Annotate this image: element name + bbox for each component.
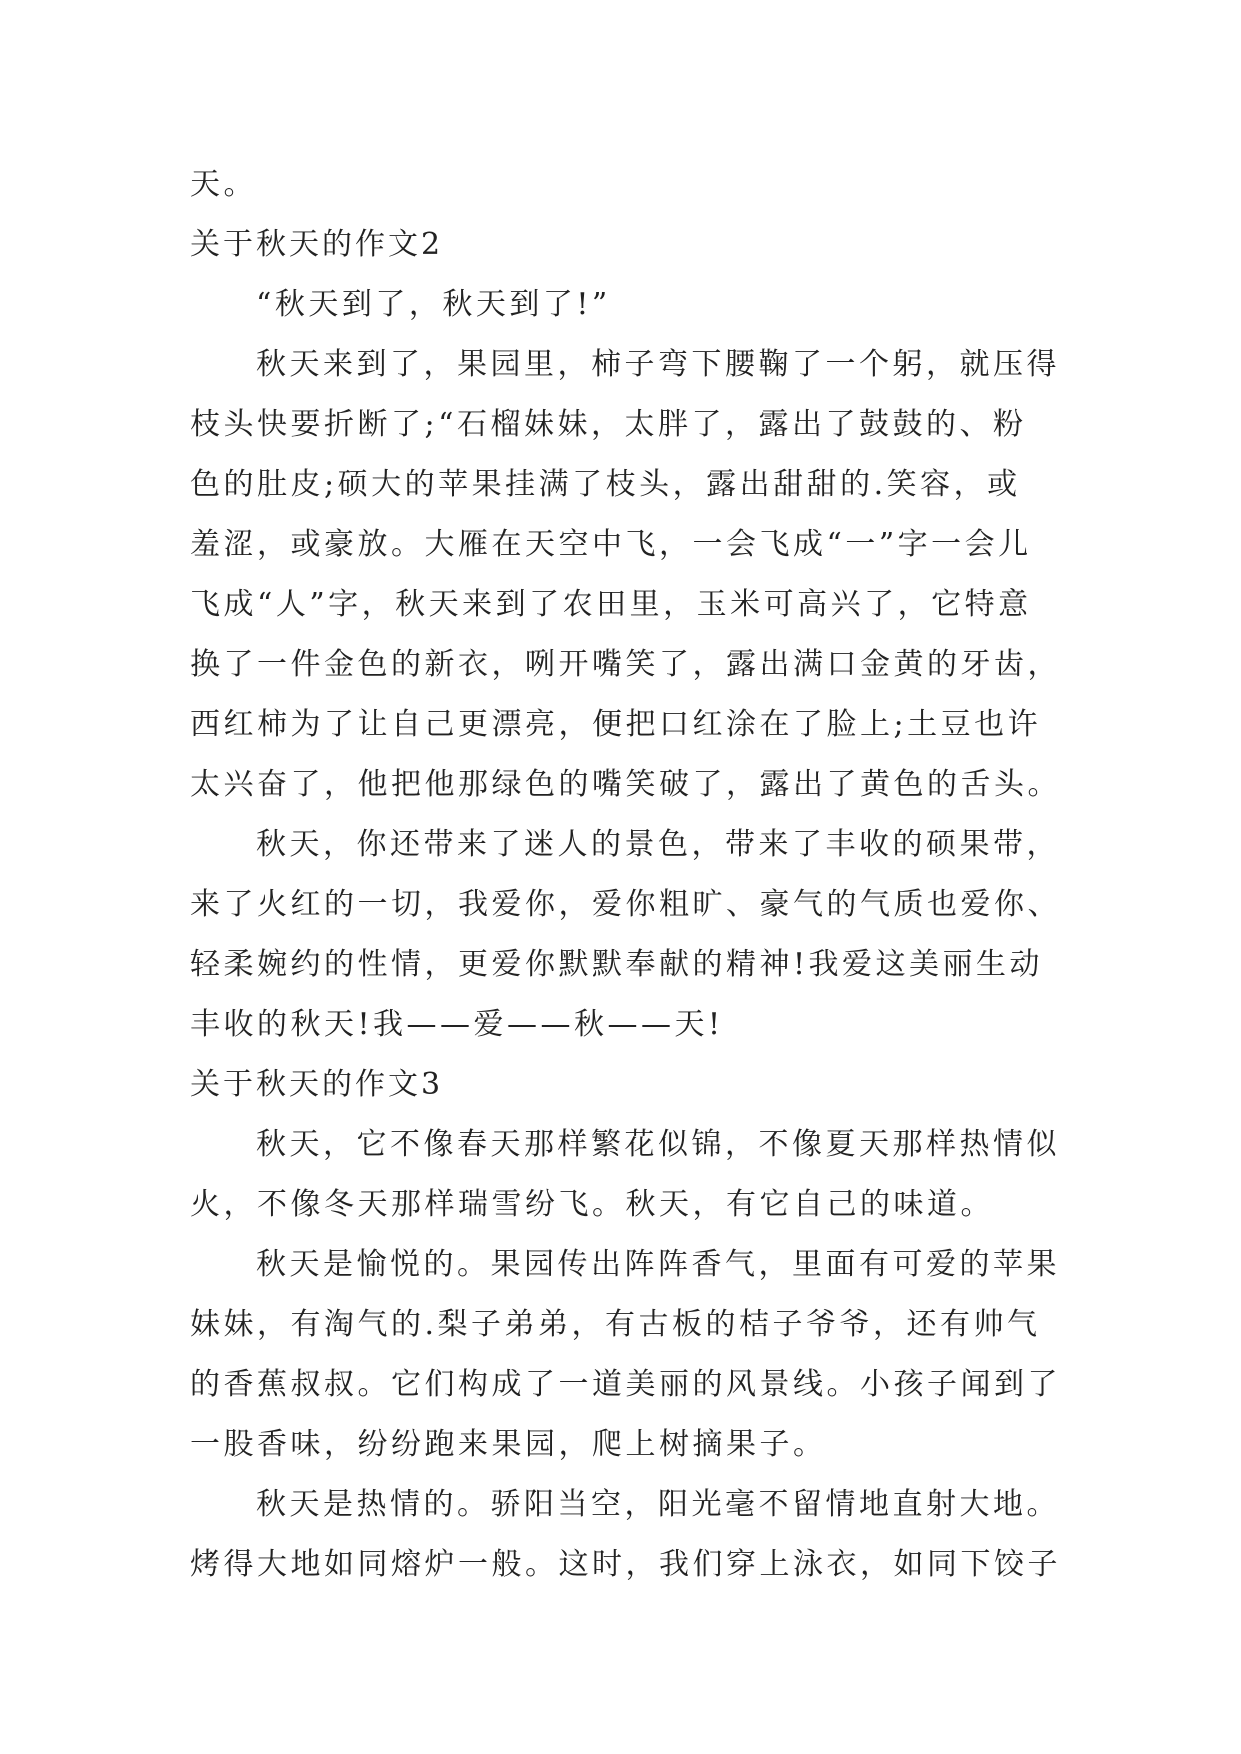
text-line: “秋天到了，秋天到了!” [256,287,611,322]
text-line: 色的肚皮;硕大的苹果挂满了枝头，露出甜甜的.笑容，或 [190,467,1021,502]
text-line: 秋天是热情的。骄阳当空，阳光毫不留情地直射大地。 [256,1487,1060,1522]
text-line: 妹妹，有淘气的.梨子弟弟，有古板的桔子爷爷，还有帅气 [190,1307,1041,1342]
section-heading: 关于秋天的作文3 [190,1067,444,1102]
text-line: 秋天，你还带来了迷人的景色，带来了丰收的硕果带， [256,827,1060,862]
text-line: 来了火红的一切，我爱你，爱你粗旷、豪气的气质也爱你、 [190,887,1061,922]
text-line: 火，不像冬天那样瑞雪纷飞。秋天，有它自己的味道。 [190,1187,994,1222]
text-line: 烤得大地如同熔炉一般。这时，我们穿上泳衣，如同下饺子 [190,1547,1061,1582]
text-line: 天。 [190,167,257,202]
text-line: 枝头快要折断了;“石榴妹妹，太胖了，露出了鼓鼓的、粉 [190,407,1027,442]
text-line: 西红柿为了让自己更漂亮，便把口红涂在了脸上;土豆也许 [190,707,1042,742]
text-line: 轻柔婉约的性情，更爱你默默奉献的精神!我爱这美丽生动 [190,947,1044,982]
text-line: 一股香味，纷纷跑来果园，爬上树摘果子。 [190,1427,827,1462]
text-line: 飞成“人”字，秋天来到了农田里，玉米可高兴了，它特意 [190,587,1032,622]
text-line: 太兴奋了，他把他那绿色的嘴笑破了，露出了黄色的舌头。 [190,767,1061,802]
document-body [190,155,1070,1595]
text-line: 换了一件金色的新衣，咧开嘴笑了，露出满口金黄的牙齿， [190,647,1061,682]
text-line: 秋天来到了，果园里，柿子弯下腰鞠了一个躬，就压得 [256,347,1060,382]
text-line: 秋天是愉悦的。果园传出阵阵香气，里面有可爱的苹果 [256,1247,1060,1282]
section-heading: 关于秋天的作文2 [190,227,444,262]
text-line: 丰收的秋天!我——爱——秋——天! [190,1007,724,1042]
text-line: 秋天，它不像春天那样繁花似锦，不像夏天那样热情似 [256,1127,1060,1162]
text-line: 的香蕉叔叔。它们构成了一道美丽的风景线。小孩子闻到了 [190,1367,1061,1402]
text-line: 羞涩，或豪放。大雁在天空中飞，一会飞成“一”字一会儿 [190,527,1032,562]
